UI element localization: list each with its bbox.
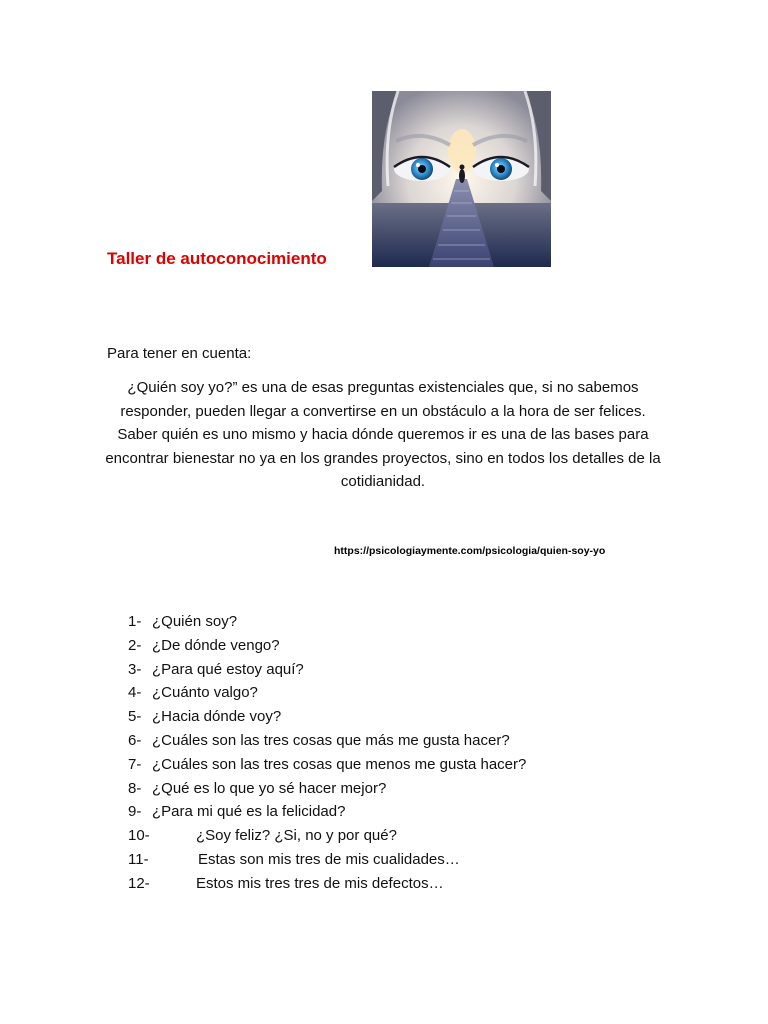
list-item xyxy=(128,729,526,753)
item-number: 2- xyxy=(128,636,142,654)
item-text: ¿Cuánto valgo? xyxy=(152,684,258,702)
item-number: 9- xyxy=(128,803,142,821)
item-text: ¿Cuáles son las tres cosas que menos me gusta hacer? xyxy=(152,755,527,773)
item-text: ¿Quién soy? xyxy=(152,613,238,630)
source-url: https://psicologiaymente.com/psicologia/quien-soy-yo xyxy=(334,545,606,557)
item-number: 1- xyxy=(128,613,142,630)
item-number: 7- xyxy=(128,755,142,773)
document-title: Taller de autoconocimiento xyxy=(107,249,327,268)
item-text: ¿Qué es lo que yo sé hacer mejor? xyxy=(152,779,387,797)
intro-paragraph: ¿Quién soy yo?” es una de esas preguntas existenciales que, si no sabemos responder, pueden llegar a convertirse en un obstáculo a la hora de ser felices. Saber quién es uno mismo y hacia dónde queremos ir es una de las bases para encontrar bienestar no ya en los grandes proyectos, sino en todos los detalles de la cotidianidad. xyxy=(105,379,661,491)
list-item xyxy=(128,658,526,682)
item-number: 8- xyxy=(128,779,142,797)
item-text: Estas son mis tres de mis cualidades… xyxy=(198,850,460,868)
list-item xyxy=(128,753,526,777)
eyes-staircase-image xyxy=(372,91,551,267)
questions-list xyxy=(128,610,526,896)
item-number: 10- xyxy=(128,827,150,845)
list-item xyxy=(128,634,526,658)
item-number: 3- xyxy=(128,660,142,678)
item-text: ¿De dónde vengo? xyxy=(152,636,280,654)
list-item xyxy=(128,777,526,801)
item-number: 4- xyxy=(128,684,142,702)
item-text: ¿Hacia dónde voy? xyxy=(152,708,282,726)
item-text: ¿Cuáles son las tres cosas que más me gusta hacer? xyxy=(152,731,510,749)
item-text: ¿Soy feliz? ¿Si, no y por qué? xyxy=(196,827,397,845)
item-number: 12- xyxy=(128,874,150,892)
item-number: 6- xyxy=(128,731,142,749)
item-text: ¿Para mi qué es la felicidad? xyxy=(152,803,346,821)
list-item xyxy=(128,848,526,872)
list-item xyxy=(128,681,526,705)
item-text: ¿Para qué estoy aquí? xyxy=(152,660,304,678)
list-item xyxy=(128,872,526,896)
list-item xyxy=(128,610,526,634)
item-number: 5- xyxy=(128,708,142,726)
list-item xyxy=(128,800,526,824)
item-text: Estos mis tres tres de mis defectos… xyxy=(196,874,444,892)
intro-heading: Para tener en cuenta: xyxy=(107,345,252,362)
list-item xyxy=(128,705,526,729)
item-number: 11- xyxy=(128,850,149,868)
list-item xyxy=(128,824,526,848)
